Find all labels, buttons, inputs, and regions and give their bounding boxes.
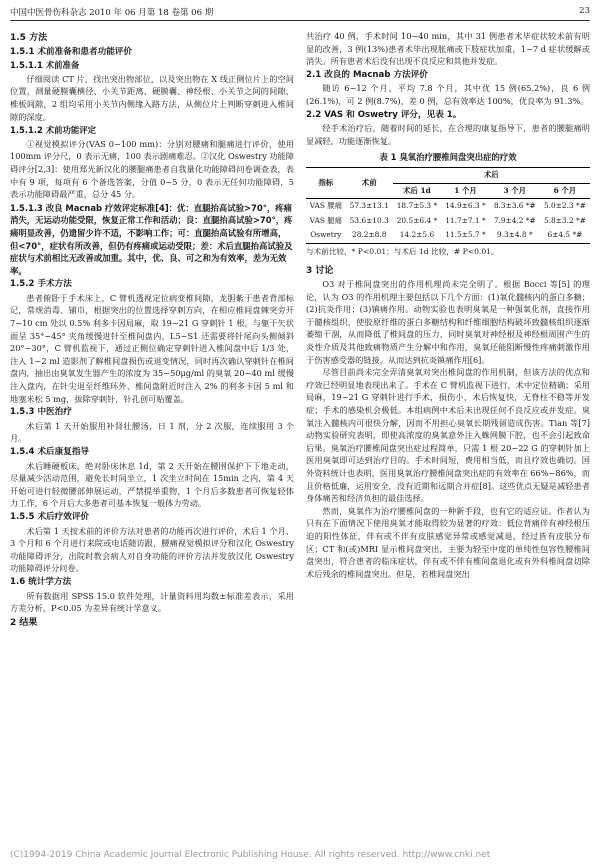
- left-column: [10, 30, 294, 630]
- table-subheader: 术后 1d: [403, 185, 431, 195]
- paragraph: O3 对于椎间盘突出的作用机理尚未完全明了。根据 Bocci 等[5] 的理论，认为 O3 的作用机理主要包括以下几个方面：(1)氧化髓核内的蛋白多糖；(2)抗炎作用；(3)镇痛作用。动物实验也表明臭氧是一种强氧化剂，直接作用于髓核组织，使胶原纤维的蛋白多糖结构和纤维细胞结构破坏致髓核组织逐渐萎缩干涸，从而降低了椎间盘的压力，同时臭氧对神经根及神经根周围产生的炎性介质及其他致痛物质产生分解中和作用，臭氧还能阻断慢性疼痛刺激作用于伤害感受器的链接，从而达到抗炎镇痛作用[6]。: [306, 279, 590, 365]
- subsubsection-heading: 1.5.1.3 改良 Macnab 疗效评定标准[4]：优：直腿抬高试验>70°，疼痛消失，无运动功能受限，恢复正常工作和活动；良：直腿抬高试验>70°，疼痛明显改善，仍遗留少许不适，不影响工作；可：直腿抬高试验有所增高，但<70°，症状有所改善，但仍有疼痛或运动受限；差：术后直腿抬高试验及症状与术前相比无改善或加重。其中，优、良、可之和为有效率，差为无效率。: [10, 202, 293, 276]
- table-cell: VAS 腿痛: [309, 215, 343, 225]
- table-cell: 20.5±6.4 *: [396, 215, 438, 225]
- table-header-preop: 术前: [346, 167, 393, 198]
- table-cell: Oswetry: [310, 230, 342, 240]
- table-cell: 14.9±6.3 *: [445, 201, 486, 211]
- paragraph: 术后第 1 天开始服用补肾壮腰汤，日 1 剂，分 2 次服，连续服用 3 个月。: [10, 420, 294, 444]
- paragraph: 共治疗 40 例，手术时间 10~40 min，其中 31 例患者术毕症状较术前有明显的改善，3 例(13%)患者术毕出现胀痛或下肢症状加重，1~7 d 症状缓解或消失。所有患者术后没有出现不良反应和其他并发症。: [306, 31, 590, 67]
- table-cell: VAS 腰痛: [309, 201, 343, 211]
- running-header: [10, 6, 590, 21]
- paragraph: 术后睡硬板床，绝对卧床休息 1d，第 2 天开始在腰围保护下下地走动，尽量减少活动范围，避免长时间坐立，1 次坐立时间在 15min 之内，第 4 天开始可进行轻微腰部伸展运动，严禁提举重物，1 个月后多数患者可恢复轻体力工作，6 个月后大多患者可基本恢复一般体力劳动。: [10, 460, 294, 509]
- table-cell: 8.3±3.6 *#: [493, 201, 536, 211]
- section-heading: 2 结果: [10, 617, 38, 628]
- table-cell: 53.6±10.3: [349, 215, 389, 225]
- table-note: 与术前比较，* P<0.01；与术后 1d 比较，# P<0.01。: [306, 246, 499, 256]
- table-cell: 5.0±2.3 *#: [543, 201, 586, 211]
- subsection-heading: 1.5.1 术前准备和患者功能评价: [10, 46, 132, 57]
- table-cell: 9.3±4.8 *: [496, 230, 533, 240]
- journal-info: 中国中医骨伤科杂志 2010 年 06 月第 18 卷第 06 期: [10, 8, 214, 18]
- subsection-heading: 2.1 改良的 Macnab 方法评价: [306, 69, 428, 80]
- table-row: [306, 228, 590, 243]
- page-number: 23: [579, 6, 590, 16]
- subsection-heading: 1.5.3 中医治疗: [10, 407, 72, 418]
- results-section: [306, 30, 590, 147]
- table-cell: 11.5±5.7 *: [445, 230, 486, 240]
- subsection-heading: 1.5.4 术后康复指导: [10, 447, 90, 457]
- table-header-indicator: 指标: [306, 167, 346, 198]
- subsection-heading: 1.5.2 手术方法: [10, 279, 72, 290]
- discussion-section: [306, 265, 590, 581]
- table-cell: 11.7±7.1 *: [445, 215, 486, 225]
- paragraph: 术后第 1 天按术前的评价方法对患者的功能再次进行评价，术后 1 个月、3 个月和 6 个月进行来院或电话随访跟，腰痛视觉模拟评分和汉化 Oswestry 功能障碍评分，出院时教会病人对自身功能的评价方法并发放汉化 Oswestry 功能障碍评分问卷。: [10, 525, 294, 574]
- table-cell: 14.2±5.6: [399, 230, 435, 240]
- subsection-heading: 1.5.5 术后疗效评价: [10, 511, 90, 522]
- table-row: [306, 199, 590, 214]
- table-cell: 18.7±5.3 *: [396, 201, 438, 211]
- paragraph: 仔细阅读 CT 片，找出突出物部位，以及突出物在 X 线正侧位片上的空间位置，测量硬膜囊横径、小关节距离、硬膜囊、神经根、小关节之间的间隙、椎板间隙，2 组均采用小关节内侧缘入路方法，从侧位片上判断穿刺进入椎间隙的深度。: [10, 73, 294, 122]
- subsubsection-heading: 1.5.1.1 术前准备: [10, 60, 80, 71]
- table-header-postop: 术后: [393, 167, 590, 183]
- table-subheader: 3 个月: [503, 185, 527, 195]
- paragraph: 所有数据用 SPSS 15.0 软件处理，计量资料用均数±标准差表示，采用方差分析，P<0.05 为差异有统计学意义。: [10, 590, 294, 614]
- table-cell: 57.3±13.1: [349, 201, 389, 211]
- subsection-heading: 2.2 VAS 和 Oswetry 评分，见表 1。: [306, 109, 462, 120]
- paragraph: ①视觉模拟评分(VAS 0~100 mm)：分别对腰痛和腿痛进行评价，使用 100mm 评分尺，0 表示无痛，100 表示剧痛难忍。②汉化 Oswestry 功能障碍评分[2,3]：使用郑光新汉化的腰腿痛患者自我量化功能障碍问卷调查表，表中有 9 项，每项有 6 个备选答案，分值 0~5 分，0 表示无任何功能障碍，5 表示功能障碍最严重，总分 45 分。: [10, 138, 294, 200]
- table-cell: 6±4.5 *#: [547, 230, 583, 240]
- right-column: [306, 30, 590, 580]
- paragraph: 然而，臭氧作为治疗腰椎间盘的一种新手段，也有它的适应证。作者认为只有在下面情况下使用臭氧才能取得较为显著的疗效：低位背痛伴有神经根压迫的阳性体征，伴有或不伴有皮肤感觉异常或感觉减退，经过皆有皮肤分布区；CT 和(或)MRI 显示椎间盘突出，主要为轻至中度的单纯性包容性腰椎间盘突出，符合患者的临床症状，伴有或不伴有椎间盘退化或有外科椎间盘切除术后残余的椎间盘突出。但是，若椎间盘突出: [306, 505, 590, 579]
- table-cell: 28.2±8.8: [352, 230, 387, 240]
- table-subheader: 1 个月: [454, 185, 477, 195]
- subsubsection-heading: 1.5.1.2 术前功能评定: [10, 125, 97, 136]
- results-table: [306, 167, 590, 244]
- table-cell: 5.8±3.2 *#: [543, 215, 586, 225]
- table-caption: 表 1 臭氧治疗腰椎间盘突出症的疗效: [379, 152, 517, 163]
- paragraph: 尽管目前尚未完全弄清臭氧对突出椎间盘的作用机制，但该方法的优点和疗效已经明显地表现出来了。手术在 C 臂机监视下进行，术中定位精确；采用局麻，19~21 G 穿刺针进行手术，损伤小，术后恢复快，无脊柱不稳等并发症；手术的感染机会极低。本组病例中术后未出现任何不良反应或并发症。臭氧注入髓核内可很快分解，因而不用担心臭氧长期残留造成伤害。Tian 等[7] 动物实验研究表明，即使高浓度的臭氧意外注入蛛网膜下腔，也不会引起致命后果。臭氧治疗腰椎间盘突出症过程简单，只需 1 根 20~22 G 的穿刺针加上医用臭氧即可达到治疗目的。手术时间短，费用相当低，而且疗效也确切。国外资料统计也表明，医用臭氧治疗腰椎间盘突出症的有效率在 66%~86%，而且价格低廉，运用安全，没有近期和远期合并症[8]。这些优点无疑是减轻患者身体痛苦和经济负担的最佳选择。: [306, 367, 590, 504]
- table-subheader: 6 个月: [553, 185, 577, 195]
- section-heading: 3 讨论: [306, 265, 334, 276]
- copyright-footer: (C)1994-2019 China Academic Journal Electronic Publishing House. All rights reserved. http://www.cnki.net: [10, 850, 491, 860]
- subsection-heading: 1.6 统计学方法: [10, 576, 72, 587]
- section-heading: 1.5 方法: [10, 33, 48, 43]
- paragraph: 经手术治疗后，随着时间的延长，在合理的康复指导下，患者的腰腿痛明显减轻，功能逐渐恢复。: [306, 123, 590, 146]
- table-row: [306, 214, 590, 229]
- paragraph: 患者俯卧于手术床上，C 臂机透视定位病变椎间隙，龙胆紫于患者背部标记，常规消毒、铺巾，根据突出的位置选择穿刺方向，在相应椎间盘棘突旁开 7~10 cm 处以 0.5% 利多卡因局麻，取 19~21 G 穿刺针 1 根，与躯干矢状面呈 35°~45° 夹角缓慢进针至椎间盘内，L5~S1 还需要将针尾向头侧倾斜 20°~30°，C 臂机监视下，通过正侧位确定穿刺针进入椎间盘中后 1/3 处，注入 1~2 ml 造影剂了解椎间盘损伤或退变情况，同时再次确认穿刺针在椎间盘内，抽出由臭氧发生器产生的浓度为 35~50μg/ml 的臭氧 20~40 ml 缓慢注入盘内，在针尖退至纤维环外、椎间盘附近时注入 2% 的利多卡因 5 ml 和地塞米松 5 mg，拔除穿刺针，针孔创可贴覆盖。: [10, 292, 294, 404]
- paragraph: 随访 6~12 个月，平均 7.8 个月，其中优 15 例(65.2%)，良 6 例(26.1%)，可 2 例(8.7%)，差 0 例，总有效率达 100%，优良率为 91.3%。: [306, 83, 590, 106]
- table-cell: 7.9±4.2 *#: [493, 215, 536, 225]
